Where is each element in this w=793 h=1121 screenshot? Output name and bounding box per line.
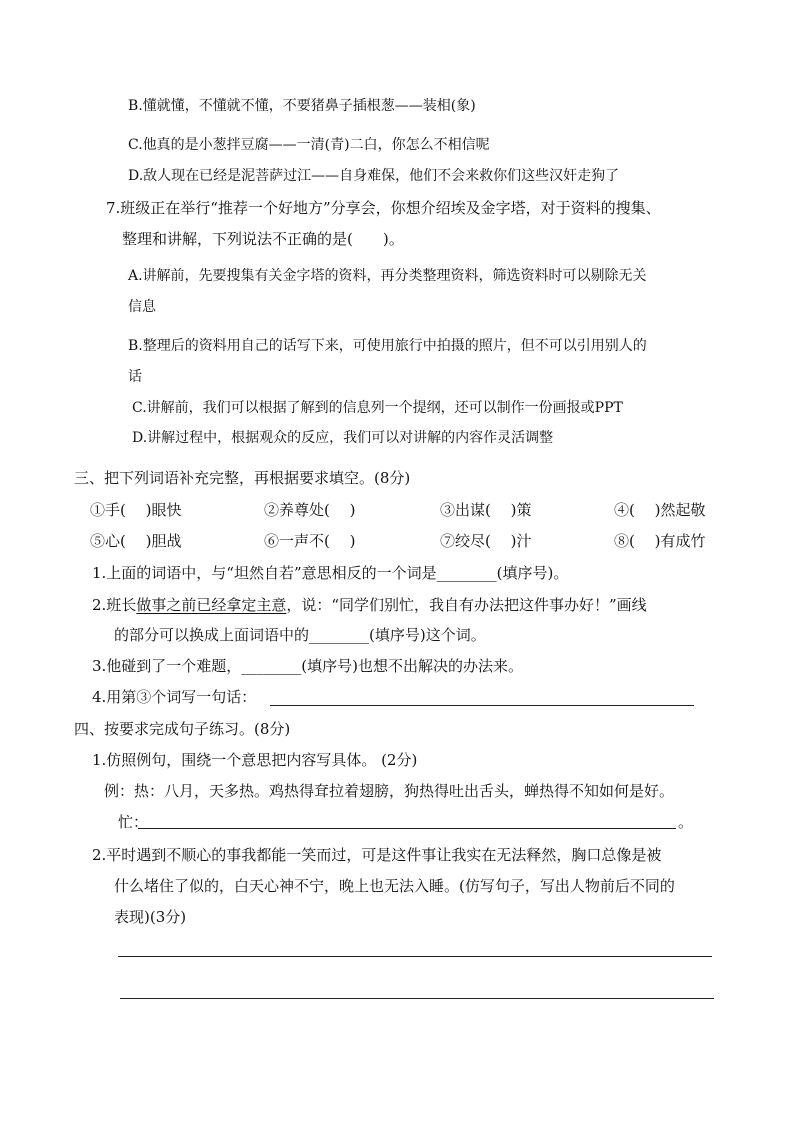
word-item-7: ⑦绞尽( )汁	[440, 532, 532, 550]
word-item-3: ③出谋( )策	[440, 501, 532, 519]
section4-q1: 1.仿照例句，围绕一个意思把内容写具体。 (2分)	[92, 751, 418, 769]
section4-q2-line3: 表现)(3分)	[114, 908, 187, 926]
section4-q2-answer-line-2[interactable]	[120, 998, 714, 999]
section4-q2-line1: 2.平时遇到不顺心的事我都能一笑而过，可是这件事让我实在无法释然，胸口总像是被	[92, 846, 662, 864]
q7-option-c: C.讲解前，我们可以根据了解到的信息列一个提纲，还可以制作一份画报或PPT	[132, 400, 623, 416]
q7-option-a-line1: A.讲解前，先要搜集有关金字塔的资料，再分类整理资料，筛选资料时可以剔除无关	[128, 268, 647, 284]
section4-title: 四、按要求完成句子练习。(8分)	[74, 720, 291, 738]
section4-busy-label: 忙：	[118, 813, 149, 831]
word-item-8: ⑧( )有成竹	[614, 532, 706, 550]
word-item-5: ⑤心( )胆战	[90, 532, 182, 550]
section3-q4-answer-line[interactable]	[270, 705, 694, 706]
q6-option-d: D.敌人现在已经是泥菩萨过江——自身难保，他们不会来救你们这些汉奸走狗了	[128, 168, 620, 184]
section3-q2-post: ，说：“同学们别忙，我自有办法把这件事办好！”画线	[286, 596, 647, 614]
section3-q1: 1.上面的词语中，与“坦然自若”意思相反的一个词是________(填序号)。	[92, 564, 569, 582]
q7-option-d: D.讲解过程中，根据观众的反应，我们可以对讲解的内容作灵活调整	[132, 430, 554, 446]
section4-q2-line2: 什么堵住了似的，白天心神不宁，晚上也无法入睡。(仿写句子，写出人物前后不同的	[114, 877, 675, 895]
q7-stem-line1: 7.班级正在举行“推荐一个好地方”分享会，你想介绍埃及金字塔，对于资料的搜集、	[106, 199, 661, 217]
word-item-6: ⑥一声不( )	[264, 532, 356, 550]
section3-q2-underlined-phrase: 做事之前已经拿定主意	[136, 596, 287, 614]
section3-q3: 3.他碰到了一个难题，________(填序号)也想不出解决的办法来。	[92, 657, 524, 675]
section4-busy-end: 。	[678, 813, 694, 831]
section3-q2-line2: 的部分可以换成上面词语中的________(填序号)这个词。	[114, 626, 486, 644]
word-item-4: ④( )然起敬	[614, 501, 706, 519]
section3-title: 三、把下列词语补充完整，再根据要求填空。(8分)	[74, 469, 411, 487]
section4-q2-answer-line-1[interactable]	[118, 956, 712, 957]
section3-q2-line1	[92, 595, 647, 615]
q7-option-b-line1: B.整理后的资料用自己的话写下来，可使用旅行中拍摄的照片，但不可以引用别人的	[128, 338, 647, 354]
section3-q4: 4.用第③个词写一句话：	[92, 688, 257, 706]
word-item-2: ②养尊处( )	[264, 501, 356, 519]
section4-busy-answer-line[interactable]	[138, 828, 676, 829]
word-item-1: ①手( )眼快	[90, 501, 182, 519]
q6-option-c: C.他真的是小葱拌豆腐——一清(青)二白，你怎么不相信呢	[128, 137, 490, 153]
q7-stem-line2: 整理和讲解，下列说法不正确的是( )。	[122, 230, 404, 248]
q6-option-b: B.懂就懂，不懂就不懂，不要猪鼻子插根葱——装相(象)	[128, 98, 476, 114]
q7-option-b-line2: 话	[128, 369, 142, 385]
section4-example: 例：热：八月，天多热。鸡热得耷拉着翅膀，狗热得吐出舌头，蝉热得不知如何是好。	[104, 782, 675, 800]
q7-option-a-line2: 信息	[128, 299, 156, 315]
section3-q2-pre: 2.班长	[92, 596, 137, 614]
